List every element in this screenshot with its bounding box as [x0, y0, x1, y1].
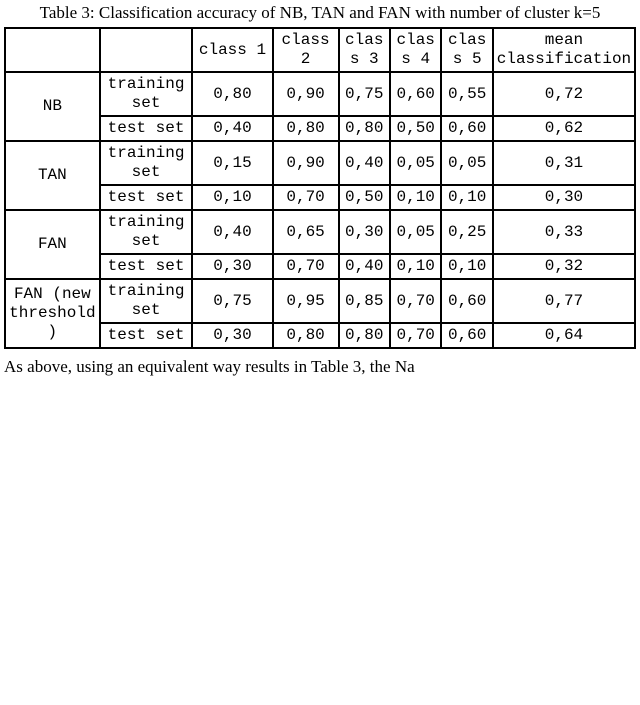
header-cell-class-3: class 3 — [339, 28, 390, 72]
table-row — [5, 323, 635, 348]
row-subset-label: training set — [100, 141, 193, 185]
header-cell-blank-1 — [5, 28, 100, 72]
row-subset-label: test set — [100, 254, 193, 279]
cell-value-mean: 0,30 — [493, 185, 635, 210]
table-row — [5, 72, 635, 116]
cell-value: 0,65 — [273, 210, 339, 254]
cell-value-mean: 0,31 — [493, 141, 635, 185]
table-row — [5, 279, 635, 323]
cell-value: 0,85 — [339, 279, 390, 323]
cell-value: 0,10 — [390, 254, 441, 279]
row-subset-label: training set — [100, 72, 193, 116]
cell-value: 0,40 — [339, 254, 390, 279]
table-row — [5, 210, 635, 254]
cell-value: 0,05 — [390, 141, 441, 185]
cell-value: 0,55 — [441, 72, 492, 116]
cell-value-mean: 0,33 — [493, 210, 635, 254]
body-paragraph-fragment: As above, using an equivalent way results in Table 3, the Na — [4, 357, 415, 376]
cell-value: 0,05 — [441, 141, 492, 185]
cell-value-mean: 0,77 — [493, 279, 635, 323]
cell-value: 0,60 — [441, 116, 492, 141]
header-cell-class-1: class 1 — [192, 28, 272, 72]
table-row — [5, 141, 635, 185]
header-cell-class-4: class 4 — [390, 28, 441, 72]
group-label-fan-new-threshold: FAN (new threshold) — [5, 279, 100, 348]
cell-value: 0,80 — [339, 323, 390, 348]
row-subset-label: training set — [100, 279, 193, 323]
cell-value: 0,80 — [273, 116, 339, 141]
cell-value: 0,90 — [273, 72, 339, 116]
row-subset-label: training set — [100, 210, 193, 254]
cell-value: 0,10 — [390, 185, 441, 210]
cell-value: 0,10 — [192, 185, 272, 210]
cell-value: 0,75 — [192, 279, 272, 323]
cell-value: 0,30 — [339, 210, 390, 254]
table-header-row — [5, 28, 635, 72]
cell-value-mean: 0,72 — [493, 72, 635, 116]
cell-value-mean: 0,32 — [493, 254, 635, 279]
cell-value: 0,60 — [441, 323, 492, 348]
row-subset-label: test set — [100, 116, 193, 141]
header-cell-class-2: class 2 — [273, 28, 339, 72]
cell-value: 0,70 — [273, 185, 339, 210]
cell-value: 0,60 — [390, 72, 441, 116]
cell-value: 0,75 — [339, 72, 390, 116]
group-label-fan: FAN — [5, 210, 100, 279]
table-caption: Table 3: Classification accuracy of NB, TAN and FAN with number of cluster k=5 — [39, 3, 601, 22]
table-row — [5, 254, 635, 279]
cell-value: 0,05 — [390, 210, 441, 254]
header-cell-mean-classification: mean classification — [493, 28, 635, 72]
table-row — [5, 185, 635, 210]
cell-value: 0,50 — [339, 185, 390, 210]
cell-value: 0,10 — [441, 185, 492, 210]
cell-value: 0,40 — [192, 210, 272, 254]
classification-accuracy-table — [4, 27, 636, 349]
header-cell-blank-2 — [100, 28, 193, 72]
cell-value-mean: 0,62 — [493, 116, 635, 141]
cell-value: 0,40 — [192, 116, 272, 141]
cell-value: 0,70 — [390, 323, 441, 348]
row-subset-label: test set — [100, 185, 193, 210]
cell-value-mean: 0,64 — [493, 323, 635, 348]
cell-value: 0,70 — [390, 279, 441, 323]
table-row — [5, 116, 635, 141]
cell-value: 0,30 — [192, 323, 272, 348]
cell-value: 0,15 — [192, 141, 272, 185]
cell-value: 0,30 — [192, 254, 272, 279]
cell-value: 0,10 — [441, 254, 492, 279]
group-label-nb: NB — [5, 72, 100, 141]
cell-value: 0,60 — [441, 279, 492, 323]
cell-value: 0,70 — [273, 254, 339, 279]
cell-value: 0,90 — [273, 141, 339, 185]
cell-value: 0,25 — [441, 210, 492, 254]
row-subset-label: test set — [100, 323, 193, 348]
cell-value: 0,80 — [273, 323, 339, 348]
group-label-tan: TAN — [5, 141, 100, 210]
cell-value: 0,95 — [273, 279, 339, 323]
header-cell-class-5: class 5 — [441, 28, 492, 72]
cell-value: 0,40 — [339, 141, 390, 185]
cell-value: 0,80 — [192, 72, 272, 116]
cell-value: 0,50 — [390, 116, 441, 141]
cell-value: 0,80 — [339, 116, 390, 141]
